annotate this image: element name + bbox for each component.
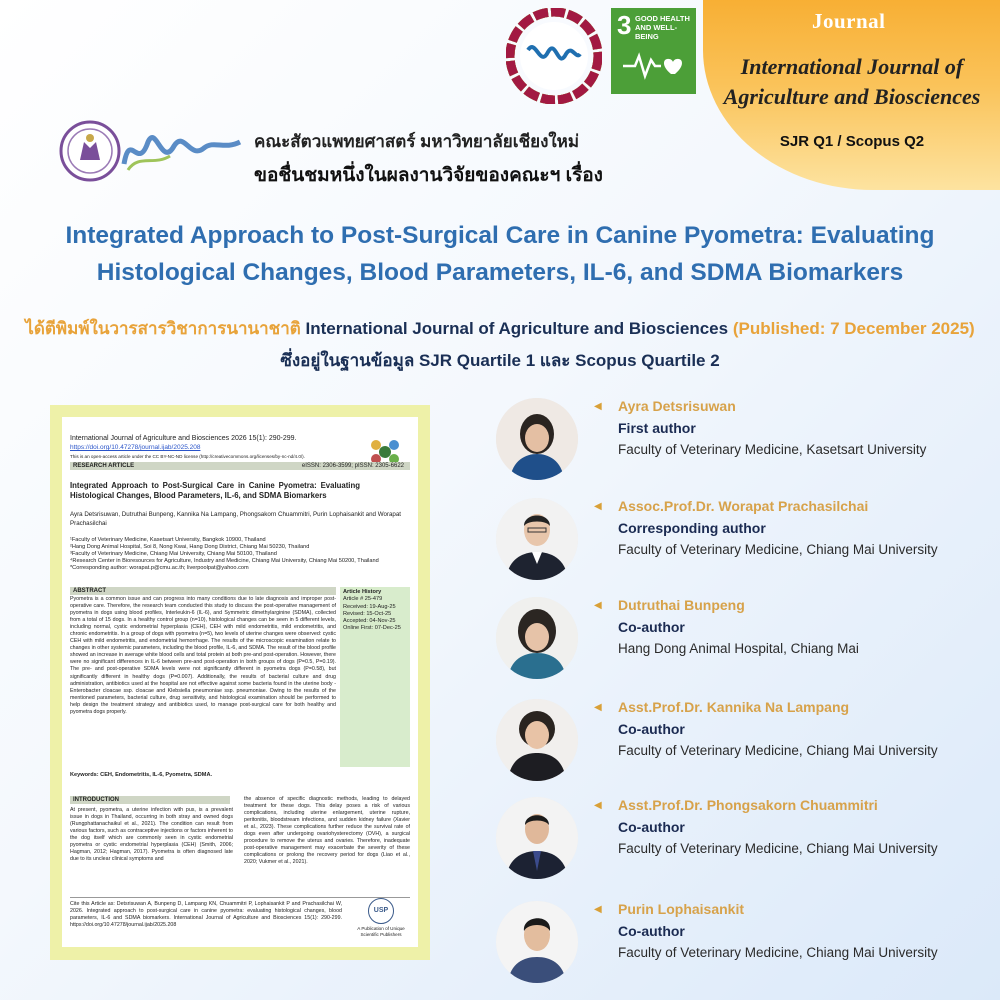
publisher-block — [352, 898, 410, 937]
paper-cite: Cite this Article as: Detsrisuwan A, Bunpeng D, Lampang KN, Chuammitri P, Lophaisankit P and Prachasilchai W, 2026. Integrated approach to post-surgical care in canine pyometra: evaluating histological changes, blood parameters, IL-6 and SDMA biomarkers. International Journal of Agriculture and Biosciences 15(1): 290-299. https://doi.org/10.47278/journal.ijab/2025.208 — [70, 901, 342, 928]
paper-article-history — [340, 587, 410, 767]
pointer-icon: ◀ — [594, 800, 602, 811]
author-affiliation: Faculty of Veterinary Medicine, Chiang Mai University — [618, 945, 938, 960]
author-name: Purin Lophaisankit — [618, 901, 745, 917]
author-card — [496, 797, 996, 887]
paper-intro-right: the absence of specific diagnostic methods, leading to delayed treatment for these dogs. This delay poses a risk of various complications, including uterine enlargement, uterine rupture, peritonitis, bloodstream infections, and sudden kidney failure (Xavier et al., 2023). These complications further reduce the survival rate of dogs even after undergoing ovariohysterectomy (OVH), a surgical procedure to remove the uterus and ovaries. Therefore, inadequate post-operative management may exacerbate the severity of these complications or prolong the recovery period for dogs (Liao et al., 2020; Vukmer et al., 2021). — [244, 796, 410, 865]
sdg3-label: GOOD HEALTH AND WELL-BEING — [635, 14, 690, 41]
author-card — [496, 498, 996, 588]
author-affiliation: Hang Dong Animal Hospital, Chiang Mai — [618, 641, 859, 656]
paper-history-item: Revised: 15-Oct-25 — [343, 610, 392, 617]
paper-doi[interactable]: https://doi.org/10.47278/journal.ijab/2025.208 — [70, 444, 201, 451]
author-name: Asst.Prof.Dr. Kannika Na Lampang — [618, 699, 850, 715]
paper-history-item: Online First: 07-Dec-25 — [343, 625, 401, 632]
paper-intro-label: INTRODUCTION — [70, 796, 230, 804]
author-role: Corresponding author — [618, 520, 766, 536]
author-photo — [496, 597, 578, 679]
article-title: Integrated Approach to Post-Surgical Care in Canine Pyometra: Evaluating Histological Changes, Blood Parameters, IL-6, and SDMA Biomarkers — [65, 222, 935, 286]
paper-history-item: Accepted: 04-Nov-25 — [343, 618, 396, 625]
publisher-logo: USP — [368, 898, 394, 924]
publication-database: ซึ่งอยู่ในฐานข้อมูล SJR Quartile 1 และ Scopus Quartile 2 — [280, 351, 720, 370]
author-role: Co-author — [618, 721, 685, 737]
paper-abstract-label: ABSTRACT — [70, 587, 336, 595]
sdg3-good-health-logo — [611, 8, 696, 94]
author-role: Co-author — [618, 619, 685, 635]
pointer-icon: ◀ — [594, 501, 602, 512]
author-card — [496, 398, 996, 488]
author-name: Dutruthai Bunpeng — [618, 597, 745, 613]
publisher-name: A Publication of Unique Scientific Publishers — [357, 926, 405, 937]
paper-history-item: Article # 25-479 — [343, 596, 383, 603]
paper-affiliation-1: ¹Faculty of Veterinary Medicine, Kasetsart University, Bangkok 10900, Thailand — [70, 537, 266, 543]
author-photo — [496, 699, 578, 781]
heartbeat-icon — [621, 50, 687, 80]
publication-line — [20, 315, 980, 342]
publication-date: (Published: 7 December 2025) — [732, 319, 975, 338]
author-name: Asst.Prof.Dr. Phongsakorn Chuammitri — [618, 797, 878, 813]
paper-authors: Ayra Detsrisuwan, Dutruthai Bunpeng, Kannika Na Lampang, Phongsakorn Chuammitri, Purin Lophaisankit and Worapat Prachasilchai — [70, 511, 401, 527]
author-role: Co-author — [618, 819, 685, 835]
author-affiliation: Faculty of Veterinary Medicine, Kasetsart University — [618, 442, 927, 457]
author-affiliation: Faculty of Veterinary Medicine, Chiang Mai University — [618, 542, 938, 557]
paper-license: This is an open-access article under the CC BY-NC-ND license (http://creativecommons.org/licenses/by-nc-nd/4.0/). — [70, 454, 305, 459]
pointer-icon: ◀ — [594, 401, 602, 412]
author-photo — [496, 901, 578, 983]
author-card — [496, 597, 996, 687]
author-name: Assoc.Prof.Dr. Worapat Prachasilchai — [618, 498, 869, 514]
publication-prefix: ได้ตีพิมพ์ในวารสารวิชาการนานาชาติ — [25, 319, 301, 338]
author-card — [496, 699, 996, 789]
paper-label: RESEARCH ARTICLE — [73, 463, 135, 469]
faculty-logo — [58, 120, 243, 182]
journal-badge-title: International Journal of Agriculture and Biosciences — [723, 54, 981, 109]
pointer-icon: ◀ — [594, 904, 602, 915]
author-photo — [496, 797, 578, 879]
author-affiliation: Faculty of Veterinary Medicine, Chiang Mai University — [618, 841, 938, 856]
paper-intro-left: At present, pyometra, a uterine infection with pus, is a prevalent issue in dogs in Thailand, occurring in both stray and owned dogs (Rungphattanachaikul et al., 2021). The condition can result from various factors, such as contraceptive injections or factors inherent to the dog itself which are commonly seen in cystic endometrial pyometra or cystic endometrial hyperplasia (CEH) (Smith, 2006; Hagman, 2012; Hagman, 2017). Pyometra is often diagnosed late due to its unclear clinical symptoms and — [70, 807, 233, 862]
paper-citation-head: International Journal of Agriculture and Biosciences 2026 15(1): 290-299. — [70, 435, 297, 442]
paper-abstract: Pyometra is a common issue and can progress into many conditions due to late diagnosis and improper post-operative care. Therefore, the research team conducted this study to discuss the post-operative management of pyometra in dogs using blood profiles, Interleukin-6 (IL-6), and Symmetric dimethylarginine (SDMA), collected from a total of 15 dogs. In a healthy control group (n=10), histological changes can be seen in 5 different levels, including normal, cystic endometrial hyperplasia (CEH), CEH with mild endometritis, mild endometritis, and chronic endometritis. In a group of dogs with pyometra (n=5), two levels of uterine changes were observed: cystic CEH with mild endometritis, and endometrial hemorrhage. The results of the microscopic examination relate to changes in other systemic parameters, including the blood profile, IL-6, and SDMA. The result of the blood profile showed an increase in average white blood cells and total protein at both pre-and post-operation. However, there were no significant differences in IL-6 between pre-and post-operation in both groups of dogs (P=0.5, P=0.19). The pre- and post-operative SDMA levels were not significantly different in pyometra dogs (P=0.58), but significantly different in healthy dogs (P=0.007). Additionally, the results of bacterial culture and drug administration, antibiotics used at the hospital are not effective against some bacteria found in the uterine body - Enterobacter cloacae ssp. cloacae and Klebsiella pneumoniae ssp. pneumoniae. Owing to the results of the mentioned parameters, bacterial culture, drug sensitivity, and histological examination should be performed to help design the treatment strategy and antibiotics used, to manage post-surgical care for both healthy and pyometra dogs properly. — [70, 596, 336, 715]
author-photo — [496, 498, 578, 580]
author-name: Ayra Detsrisuwan — [618, 398, 736, 414]
paper-corresponding: *Corresponding author: worapat.p@cmu.ac.th; liverpoolpat@yahoo.com — [70, 565, 249, 571]
author-role: First author — [618, 420, 696, 436]
paper-history-item: Received: 19-Aug-25 — [343, 603, 396, 610]
paper-preview — [62, 417, 418, 947]
paper-keywords: Keywords: CEH, Endometritis, IL-6, Pyometra, SDMA. — [70, 772, 213, 778]
sdg3-number: 3 — [617, 10, 632, 40]
sdg-wheel-logo — [506, 8, 602, 104]
paper-label-bar — [70, 462, 410, 470]
pointer-icon: ◀ — [594, 600, 602, 611]
journal-badge-rank: SJR Q1 / Scopus Q2 — [779, 133, 925, 150]
faculty-name: คณะสัตวแพทยศาสตร์ มหาวิทยาลัยเชียงใหม่ — [254, 132, 580, 151]
paper-history-label: Article History — [343, 589, 382, 595]
author-role: Co-author — [618, 923, 685, 939]
faculty-announcement: ขอชื่นชมหนึ่งในผลงานวิจัยของคณะฯ เรื่อง — [254, 165, 603, 186]
publication-journal: International Journal of Agriculture and Biosciences — [305, 319, 729, 338]
paper-title: Integrated Approach to Post-Surgical Care in Canine Pyometra: Evaluating Histological Changes, Blood Parameters, IL-6, and SDMA Biomarkers — [70, 481, 360, 500]
pointer-icon: ◀ — [594, 702, 602, 713]
author-affiliation: Faculty of Veterinary Medicine, Chiang Mai University — [618, 743, 938, 758]
paper-affiliation-3: ³Faculty of Veterinary Medicine, Chiang Mai University, Chiang Mai 50100, Thailand — [70, 551, 277, 557]
paper-affiliation-4: ⁴Research Center in Bioresources for Agriculture, Industry and Medicine, Chiang Mai University, Chiang Mai 50200, Thailand — [70, 558, 379, 564]
author-photo — [496, 398, 578, 480]
journal-badge-tag: Journal — [812, 9, 886, 33]
author-card — [496, 901, 996, 991]
paper-affiliation-2: ²Hang Dong Animal Hospital, Soi 8, Nong Kwai, Hang Dong District, Chiang Mai 50230, Thailand — [70, 544, 310, 550]
paper-issn: eISSN: 2306-3599; pISSN: 2305-6622 — [301, 463, 404, 469]
